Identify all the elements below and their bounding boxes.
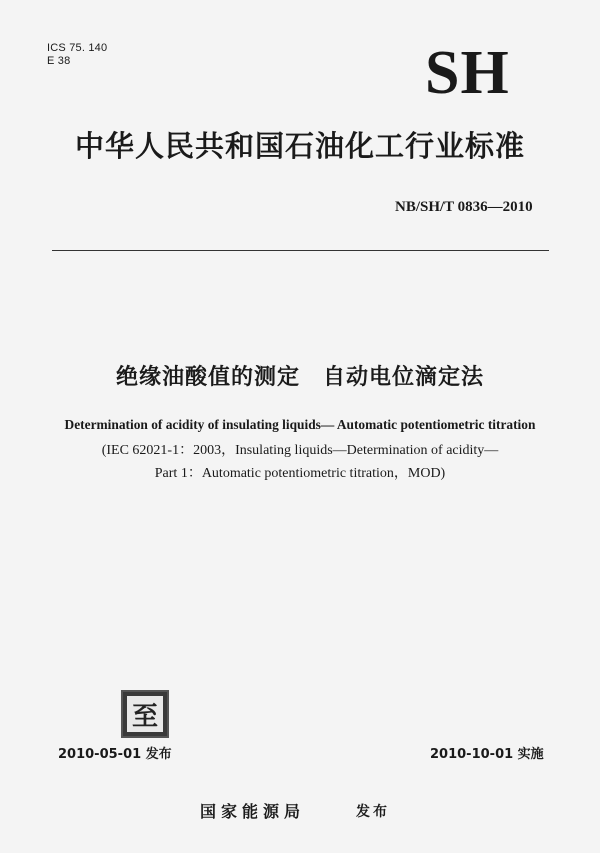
implementation-date: 2010-10-01 实施 [430,747,544,762]
reference-standard-line-1: (IEC 62021-1：2003，Insulating liquids—Determination of acidity— [101,443,499,458]
reference-standard-line-2: Part 1：Automatic potentiometric titration，MOD) [154,466,446,481]
issuing-suffix: 发布 [356,804,390,820]
ccs-code: E 38 [47,55,71,67]
document-title-cn: 绝缘油酸值的测定 自动电位滴定法 [115,365,484,390]
standard-code: NB/SH/T 0836—2010 [395,199,533,215]
seal-stamp-icon [121,690,169,738]
sector-logo: SH [425,39,510,107]
header-divider [52,250,549,251]
classification-codes [47,42,107,68]
issue-date: 2010-05-01 发布 [58,747,172,762]
standard-category-title: 中华人民共和国石油化工行业标准 [74,129,525,163]
seal-stamp-glyph: 至 [127,696,163,732]
ics-code: ICS 75. 140 [47,42,108,54]
issuing-authority: 国家能源局 [200,802,306,821]
document-title-en: Determination of acidity of insulating liquids— Automatic potentiometric titration [64,417,536,432]
